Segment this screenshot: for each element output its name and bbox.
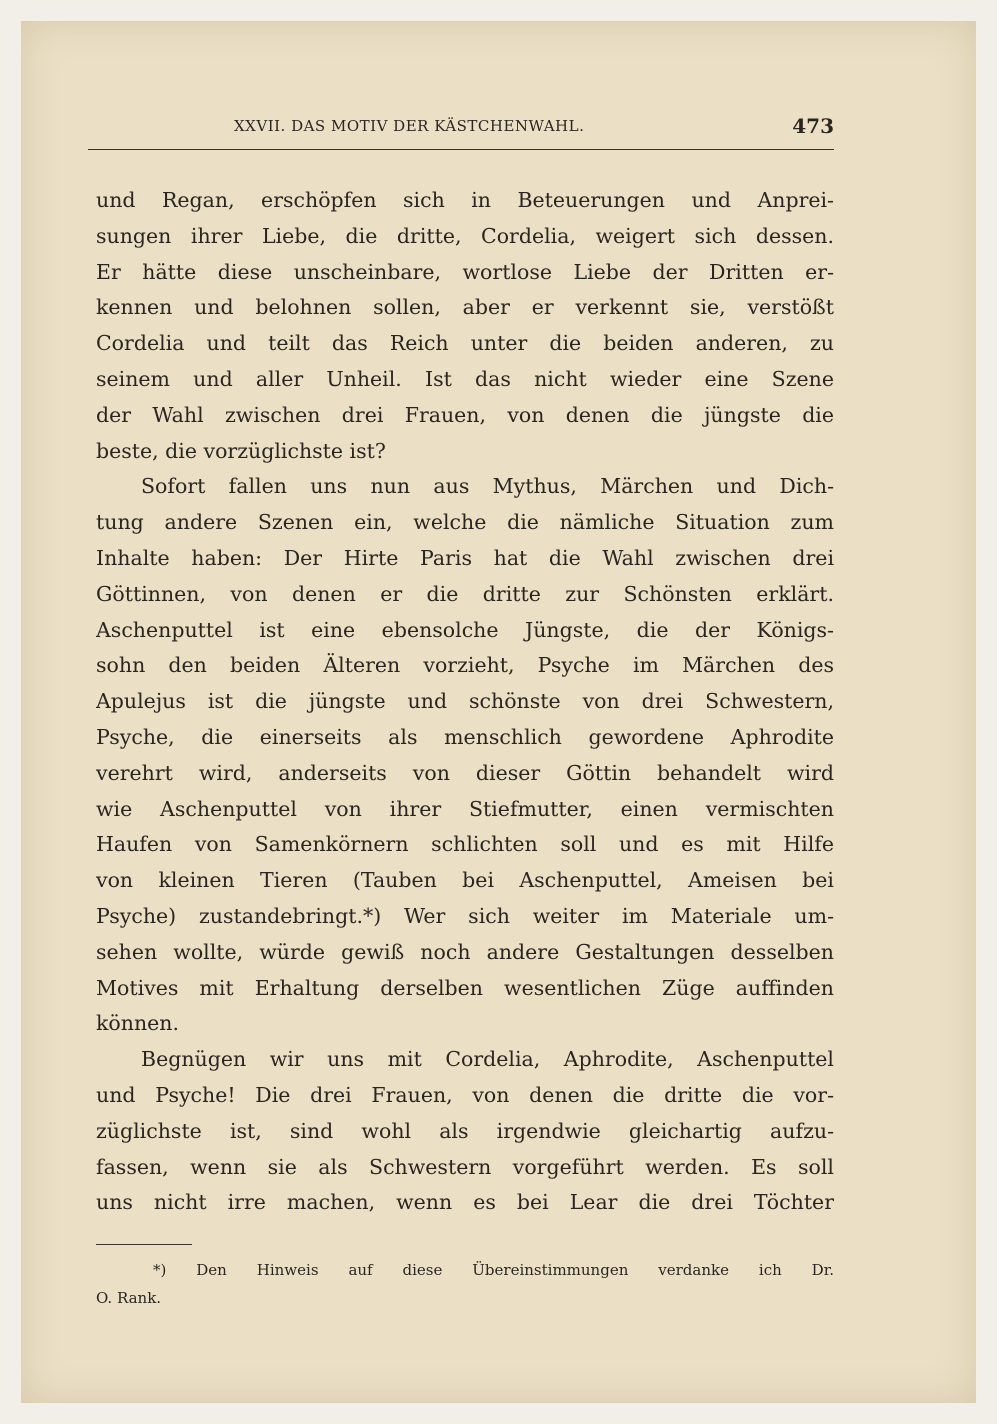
running-title: XXVII. DAS MOTIV DER KÄSTCHENWAHL. <box>234 117 585 135</box>
text-line: züglichste ist, sind wohl als irgendwie gleichartig aufzu- <box>96 1118 834 1143</box>
header-rule <box>88 149 834 150</box>
footnote-line: O. Rank. <box>96 1289 162 1307</box>
text-line: von kleinen Tieren (Tauben bei Aschenputtel, Ameisen bei <box>96 868 834 893</box>
text-line: und Psyche! Die drei Frauen, von denen die dritte die vor- <box>96 1082 834 1107</box>
text-line: Motives mit Erhaltung derselben wesentlichen Züge auffinden <box>96 975 834 1000</box>
text-line: Haufen von Samenkörnern schlichten soll und es mit Hilfe <box>96 832 834 857</box>
text-line: Göttinnen, von denen er die dritte zur Schönsten erklärt. <box>96 581 834 606</box>
text-line: Begnügen wir uns mit Cordelia, Aphrodite, Aschenputtel <box>141 1047 834 1072</box>
book-page <box>21 21 976 1403</box>
text-line: wie Aschenputtel von ihrer Stiefmutter, einen vermischten <box>96 796 834 821</box>
text-line: verehrt wird, anderseits von dieser Göttin behandelt wird <box>96 760 834 785</box>
footnote <box>96 1256 834 1312</box>
page-number: 473 <box>792 114 834 138</box>
text-line: seinem und aller Unheil. Ist das nicht wieder eine Szene <box>96 366 834 391</box>
text-line: der Wahl zwischen drei Frauen, von denen die jüngste die <box>96 402 834 427</box>
text-line: kennen und belohnen sollen, aber er verkennt sie, verstößt <box>96 295 834 320</box>
text-line: sehen wollte, würde gewiß noch andere Gestaltungen desselben <box>96 939 834 964</box>
text-line: fassen, wenn sie als Schwestern vorgeführt werden. Es soll <box>96 1154 834 1179</box>
text-line: Psyche) zustandebringt.*) Wer sich weiter im Materiale um- <box>96 903 834 928</box>
text-line: Inhalte haben: Der Hirte Paris hat die Wahl zwischen drei <box>96 545 834 570</box>
main-text <box>96 183 834 1221</box>
footnote-line: *) Den Hinweis auf diese Übereinstimmungen verdanke ich Dr. <box>153 1261 834 1279</box>
footnote-rule <box>96 1244 192 1245</box>
text-line: uns nicht irre machen, wenn es bei Lear die drei Töchter <box>96 1190 834 1215</box>
text-line: tung andere Szenen ein, welche die nämliche Situation zum <box>96 510 834 535</box>
text-line: können. <box>96 1011 180 1036</box>
text-line: und Regan, erschöpfen sich in Beteuerungen und Anprei- <box>96 188 834 212</box>
text-line: Cordelia und teilt das Reich unter die beiden anderen, zu <box>96 331 834 356</box>
text-line: Psyche, die einerseits als menschlich gewordene Aphrodite <box>96 724 834 749</box>
text-line: Er hätte diese unscheinbare, wortlose Liebe der Dritten er- <box>96 259 834 284</box>
text-line: beste, die vorzüglichste ist? <box>96 438 386 463</box>
text-line: Apulejus ist die jüngste und schönste von drei Schwestern, <box>96 689 834 714</box>
text-line: sungen ihrer Liebe, die dritte, Cordelia, weigert sich dessen. <box>96 223 834 248</box>
text-line: Sofort fallen uns nun aus Mythus, Märchen und Dich- <box>141 474 834 499</box>
text-line: Aschenputtel ist eine ebensolche Jüngste, die der Königs- <box>96 617 834 642</box>
running-head <box>88 114 834 149</box>
text-line: sohn den beiden Älteren vorzieht, Psyche im Märchen des <box>96 653 834 678</box>
